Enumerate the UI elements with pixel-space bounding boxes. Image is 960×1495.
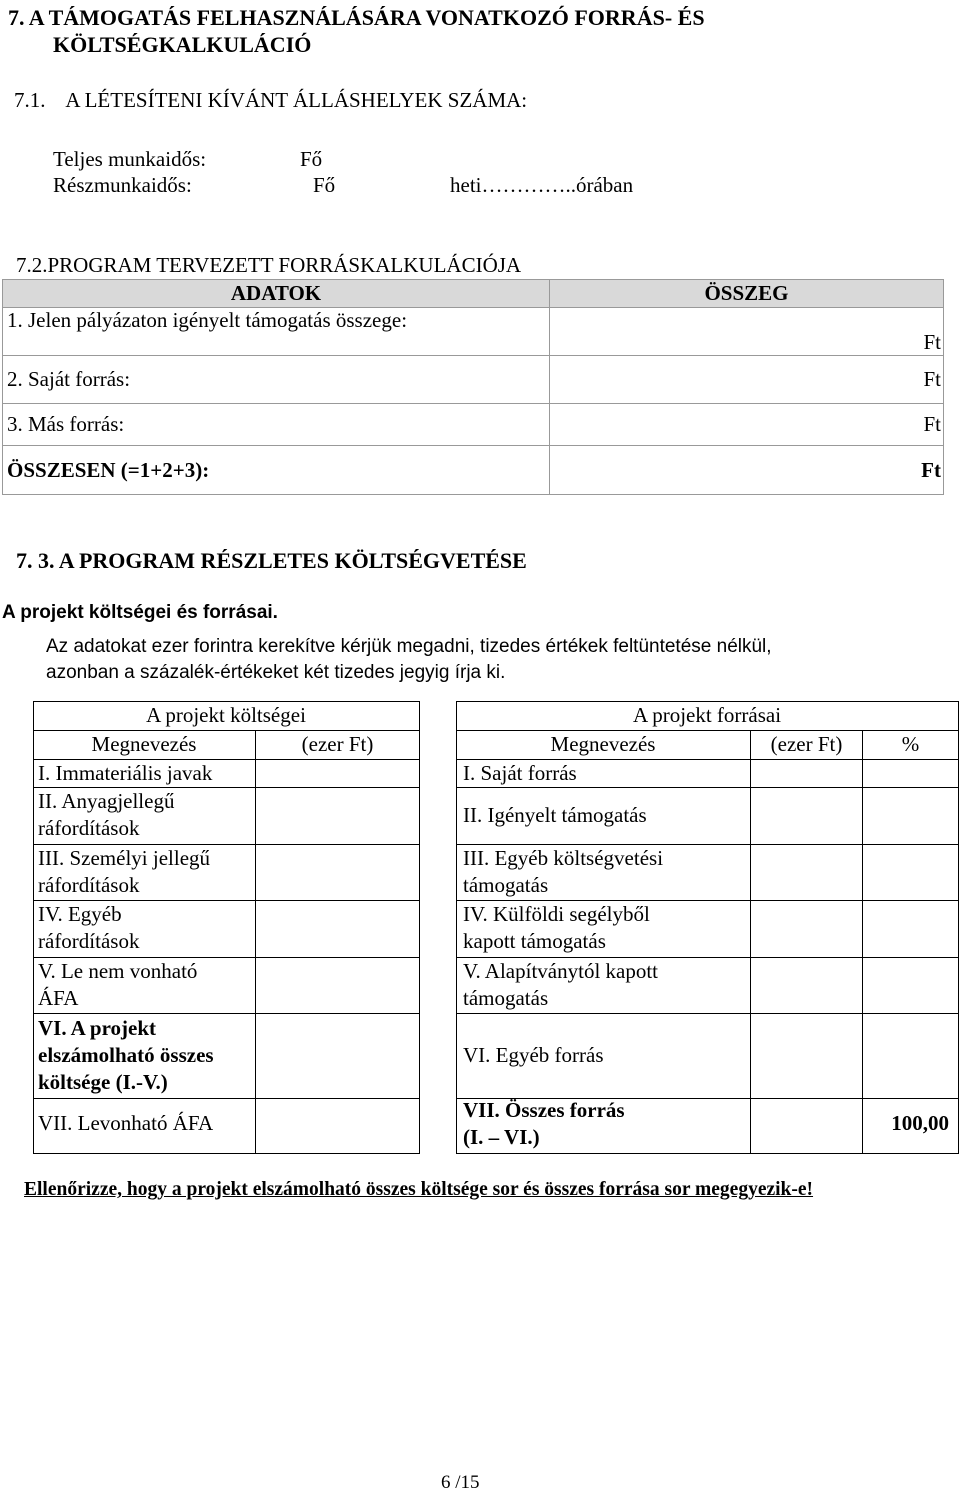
costs-item-label-2: ÁFA	[38, 986, 79, 1010]
page-number: 6 /15	[441, 1472, 480, 1493]
costs-item-label: III. Személyi jellegű	[38, 846, 211, 870]
sources-item-label-2: kapott támogatás	[463, 929, 606, 953]
section73-heading: 7. 3. A PROGRAM RÉSZLETES KÖLTSÉGVETÉSE	[16, 548, 527, 573]
costs-item-label-2: ráfordítások	[38, 816, 140, 840]
costs-col-name: Megnevezés	[91, 732, 197, 756]
costs-title: A projekt költségei	[146, 703, 306, 727]
summary-row-label: 2. Saját forrás:	[3, 356, 550, 404]
sources-item-label: III. Egyéb költségvetési	[463, 846, 664, 870]
parttime-label: Részmunkaidős:	[53, 173, 192, 197]
col-data-header: ADATOK	[3, 280, 550, 308]
costs-col-value: (ezer Ft)	[301, 732, 374, 756]
sources-col-name: Megnevezés	[550, 732, 656, 756]
section73-note-line1: Az adatokat ezer forintra kerekítve kérjük megadni, tizedes értékek feltüntetése nélkül,	[46, 636, 772, 657]
summary-total-unit: Ft	[550, 446, 944, 495]
section73-note-line2: azonban a százalék-értékeket két tizedes jegyig írja ki.	[46, 662, 506, 683]
sources-item-label: IV. Külföldi segélyből	[463, 902, 650, 926]
sources-item-label-2: támogatás	[463, 986, 549, 1010]
costs-total-label-2: elszámolható összes	[38, 1043, 214, 1067]
section73-subheading: A projekt költségei és forrásai.	[2, 602, 278, 623]
sources-title: A projekt forrásai	[632, 703, 782, 727]
sources-col-value: (ezer Ft)	[770, 732, 843, 756]
costs-item-label-2: ráfordítások	[38, 929, 140, 953]
sources-item-label: VI. Egyéb forrás	[463, 1043, 604, 1067]
summary-row-unit: Ft	[550, 356, 944, 404]
fulltime-label: Teljes munkaidős:	[53, 147, 207, 171]
section-title-line1: 7. A TÁMOGATÁS FELHASZNÁLÁSÁRA VONATKOZÓ FORRÁS- ÉS	[8, 5, 705, 30]
funding-summary-table	[2, 279, 944, 495]
sources-item-label: I. Saját forrás	[463, 761, 577, 785]
sources-total-label: VII. Összes forrás	[463, 1098, 625, 1122]
sources-col-pct: %	[901, 732, 920, 756]
costs-total-label: VI. A projekt	[38, 1016, 157, 1040]
sources-item-label: V. Alapítványtól kapott	[463, 959, 659, 983]
costs-item-label: V. Le nem vonható	[38, 959, 198, 983]
sources-item-label: II. Igényelt támogatás	[463, 803, 647, 827]
sources-total-pct: 100,00	[891, 1111, 949, 1135]
costs-item-label: VII. Levonható ÁFA	[38, 1111, 214, 1135]
check-note: Ellenőrizze, hogy a projekt elszámolható összes költsége sor és összes forrása sor megegyezik-e!	[24, 1179, 814, 1200]
costs-total-label-3: költsége (I.-V.)	[38, 1070, 168, 1094]
summary-row-unit: Ft	[550, 308, 944, 356]
summary-row-label: 3. Más forrás:	[3, 404, 550, 446]
col-amount-header: ÖSSZEG	[550, 280, 944, 308]
section71-heading: 7.1. A LÉTESÍTENI KÍVÁNT ÁLLÁSHELYEK SZÁMA:	[14, 88, 528, 112]
sources-total-label-2: (I. – VI.)	[463, 1125, 540, 1149]
summary-total-label: ÖSSZESEN (=1+2+3):	[3, 446, 550, 495]
section-title-line2: KÖLTSÉGKALKULÁCIÓ	[53, 32, 312, 57]
fulltime-unit: Fő	[300, 147, 323, 171]
costs-item-label-2: ráfordítások	[38, 873, 140, 897]
costs-item-label: II. Anyagjellegű	[38, 789, 175, 813]
costs-item-label: IV. Egyéb	[38, 902, 122, 926]
sources-item-label-2: támogatás	[463, 873, 549, 897]
section72-heading: 7.2.PROGRAM TERVEZETT FORRÁSKALKULÁCIÓJA	[16, 253, 522, 277]
summary-row-unit: Ft	[550, 404, 944, 446]
costs-item-label: I. Immateriális javak	[38, 761, 213, 785]
parttime-unit: Fő	[313, 173, 336, 197]
parttime-hours: heti…………..órában	[450, 173, 634, 197]
summary-row-label: 1. Jelen pályázaton igényelt támogatás összege:	[3, 308, 550, 356]
